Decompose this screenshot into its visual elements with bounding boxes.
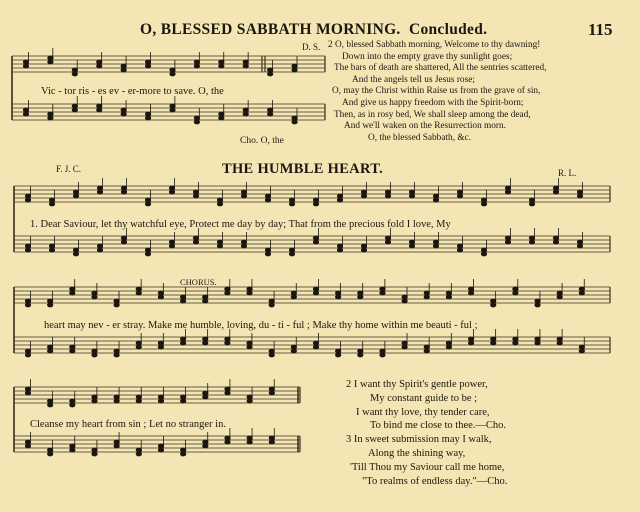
staff-lines <box>12 56 610 452</box>
stanzas-block: 2 I want thy Spirit's gentle power, My constant guide to be ; I want thy love, thy tender care, To bind me close to thee.—Cho. 3 In sweet submission may I walk, Along the shining way, 'Till Thou my Saviour call me home, "To realms of endless day."—Cho. <box>346 379 508 487</box>
hymn-title: THE HUMBLE HEART. <box>222 161 384 177</box>
chorus-cue: Cho. O, the <box>240 136 284 146</box>
page-number: 115 <box>588 20 613 39</box>
chorus-label: CHORUS. <box>180 277 217 287</box>
hymn-lyric-line-3: Cleanse my heart from sin ; Let no stranger in. <box>30 419 226 430</box>
composer-initials: F. J. C. <box>56 164 82 174</box>
hymn-lyric-line-1: 1. Dear Saviour, let thy watchful eye, Protect me day by day; That from the precious fold I love, My <box>30 219 451 230</box>
hymn-lyric-line-2: heart may nev - er stray. Make me humble, loving, du - ti - ful ; Make thy home within me beauti - ful ; <box>44 320 478 331</box>
page-title: O, BLESSED SABBATH MORNING. Concluded. <box>140 21 488 38</box>
verse-2-block: 2 O, blessed Sabbath morning, Welcome to thy dawning! Down into the empty grave thy sunlight goes; The bars of death are shattered, All the sentries scattered, And the angels tell us Jesus rose; O, may the Christ within Raise us from the grave of sin, And give us happy freedom with the Spirit-born; Then, as in rosy bed, We shall sleep among the dead, And we'll waken on the Resurrection morn. O, the blessed Sabbath, &c. <box>328 40 547 143</box>
ds-label: D. S. <box>302 42 321 52</box>
author-initials: R. L. <box>558 168 577 178</box>
top-lyric-line: Vic - tor ris - es ev - er-more to save. O, the <box>41 86 224 97</box>
